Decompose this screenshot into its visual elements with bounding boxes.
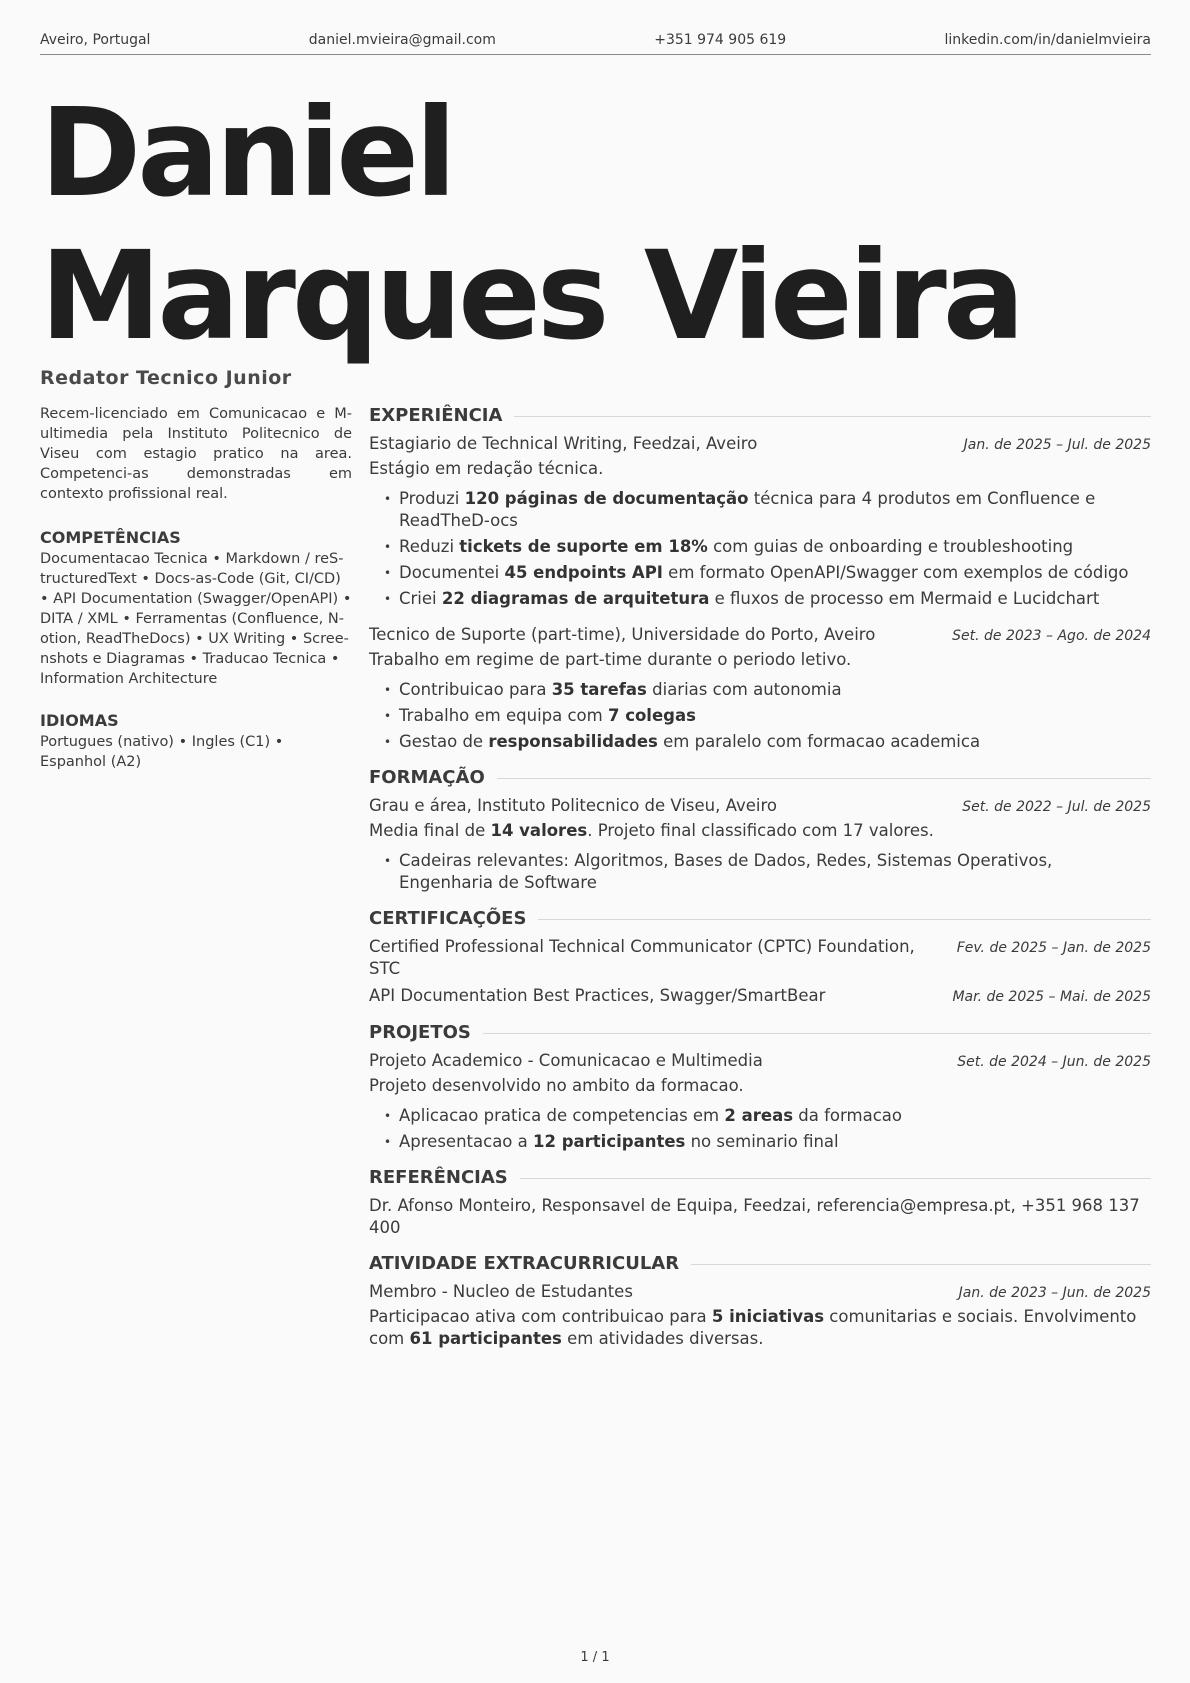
bullet-list: [369, 488, 1151, 610]
projects-heading: PROJETOS: [369, 1022, 471, 1043]
certification-item: [369, 936, 1151, 980]
education-heading: FORMAÇÃO: [369, 767, 485, 788]
name-last: Marques Vieira: [40, 225, 1022, 367]
extracurricular-entry: [369, 1281, 1151, 1350]
bullet-item: • Apresentacao a 12 participantes no seminario final: [399, 1131, 1151, 1153]
bullet-item: • Criei 22 diagramas de arquitetura e fluxos de processo em Mermaid e Lucidchart: [399, 588, 1151, 610]
section-divider: [514, 416, 1151, 417]
summary: Recem-licenciado em Comunicacao e M-ultimedia pela Instituto Politecnico de Viseu com estagio pratico na area. Competenci-as demonstradas em contexto profissional real.: [40, 406, 352, 502]
section-divider: [483, 1033, 1151, 1034]
bullet-item: • Cadeiras relevantes: Algoritmos, Bases de Dados, Redes, Sistemas Operativos, Engenharia de Software: [399, 850, 1151, 894]
entry-date: Set. de 2023 – Ago. de 2024: [952, 628, 1151, 644]
entry-date: Fev. de 2025 – Jan. de 2025: [956, 940, 1151, 956]
education-header: [369, 767, 1151, 789]
entry-date: Jan. de 2023 – Jun. de 2025: [958, 1285, 1151, 1301]
bullet-item: • Reduzi tickets de suporte em 18% com guias de onboarding e troubleshooting: [399, 536, 1151, 558]
section-divider: [538, 919, 1151, 920]
name-first: Daniel: [40, 82, 453, 224]
entry-title: Estagiario de Technical Writing, Feedzai, Aveiro: [369, 434, 758, 453]
entry-description: Estágio em redação técnica.: [369, 459, 604, 478]
bullet-list: [369, 679, 1151, 753]
job-title: Redator Tecnico Junior: [40, 367, 292, 389]
experience-entry: [369, 624, 1151, 753]
full-name: [40, 82, 1151, 368]
resume-page: [40, 0, 1151, 1683]
entry-description: Trabalho em regime de part-time durante o periodo letivo.: [369, 650, 852, 669]
languages-heading: IDIOMAS: [40, 711, 119, 730]
contact-linkedin[interactable]: linkedin.com/in/danielmvieira: [944, 32, 1151, 48]
experience-header: [369, 405, 1151, 427]
entry-title: Grau e área, Instituto Politecnico de Viseu, Aveiro: [369, 796, 777, 815]
project-entry: [369, 1050, 1151, 1153]
references-heading: REFERÊNCIAS: [369, 1167, 508, 1188]
bullet-item: • Produzi 120 páginas de documentação técnica para 4 produtos em Confluence e ReadTheD-ocs: [399, 488, 1151, 532]
entry-date: Mar. de 2025 – Mai. de 2025: [952, 989, 1151, 1005]
extracurricular-header: [369, 1253, 1151, 1275]
section-divider: [520, 1178, 1151, 1179]
bullet-item: • Aplicacao pratica de competencias em 2 areas da formacao: [399, 1105, 1151, 1127]
bullet-item: • Gestao de responsabilidades em paralelo com formacao academica: [399, 731, 1151, 753]
references-text: Dr. Afonso Monteiro, Responsavel de Equipa, Feedzai, referencia@empresa.pt, +351 968 137 400: [369, 1196, 1140, 1237]
sidebar: [40, 404, 352, 794]
main-content: [369, 405, 1151, 1350]
contact-bar: [40, 32, 1151, 55]
bullet-list: [369, 1105, 1151, 1153]
entry-description: Media final de 14 valores. Projeto final classificado com 17 valores.: [369, 821, 934, 840]
bullet-item: • Contribuicao para 35 tarefas diarias com autonomia: [399, 679, 1151, 701]
references-header: [369, 1167, 1151, 1189]
contact-location: Aveiro, Portugal: [40, 32, 151, 48]
bullet-list: [369, 850, 1151, 894]
contact-email[interactable]: daniel.mvieira@gmail.com: [308, 32, 496, 48]
certifications-header: [369, 908, 1151, 930]
entry-title: Certified Professional Technical Communicator (CPTC) Foundation, STC: [369, 937, 915, 978]
entry-title: Membro - Nucleo de Estudantes: [369, 1282, 633, 1301]
experience-entry: [369, 433, 1151, 610]
page-number: 1 / 1: [580, 1650, 610, 1665]
entry-title: Projeto Academico - Comunicacao e Multimedia: [369, 1051, 763, 1070]
section-divider: [497, 778, 1151, 779]
entry-description: Projeto desenvolvido no ambito da formacao.: [369, 1076, 744, 1095]
education-entry: [369, 795, 1151, 894]
projects-header: [369, 1022, 1151, 1044]
languages-block: [40, 711, 352, 772]
bullet-item: • Trabalho em equipa com 7 colegas: [399, 705, 1151, 727]
section-divider: [691, 1264, 1151, 1265]
entry-date: Set. de 2024 – Jun. de 2025: [957, 1054, 1151, 1070]
entry-title: Tecnico de Suporte (part-time), Universidade do Porto, Aveiro: [369, 625, 876, 644]
entry-description: Participacao ativa com contribuicao para 5 iniciativas comunitarias e sociais. Envolvimento com 61 participantes em atividades diversas.: [369, 1307, 1137, 1348]
extracurricular-heading: ATIVIDADE EXTRACURRICULAR: [369, 1253, 680, 1274]
entry-title: API Documentation Best Practices, Swagger/SmartBear: [369, 986, 826, 1005]
skills-heading: COMPETÊNCIAS: [40, 528, 181, 547]
entry-date: Jan. de 2025 – Jul. de 2025: [963, 437, 1151, 453]
experience-heading: EXPERIÊNCIA: [369, 405, 503, 426]
contact-phone[interactable]: +351 974 905 619: [654, 32, 787, 48]
skills-block: [40, 528, 352, 689]
skills-list: Documentacao Tecnica • Markdown / reS-tructuredText • Docs-as-Code (Git, CI/CD) • API Documentation (Swagger/OpenAPI) • DITA / XML • Ferramentas (Confluence, N-otion, ReadTheDocs) • UX Writing • Scree-nshots e Diagramas • Traducao Tecnica • Information Architecture: [40, 551, 352, 687]
bullet-item: • Documentei 45 endpoints API em formato OpenAPI/Swagger com exemplos de código: [399, 562, 1151, 584]
certifications-list: [369, 936, 1151, 1008]
languages-list: Portugues (nativo) • Ingles (C1) • Espanhol (A2): [40, 734, 284, 770]
certifications-heading: CERTIFICAÇÕES: [369, 908, 527, 929]
entry-date: Set. de 2022 – Jul. de 2025: [962, 799, 1151, 815]
certification-item: [369, 985, 1151, 1008]
